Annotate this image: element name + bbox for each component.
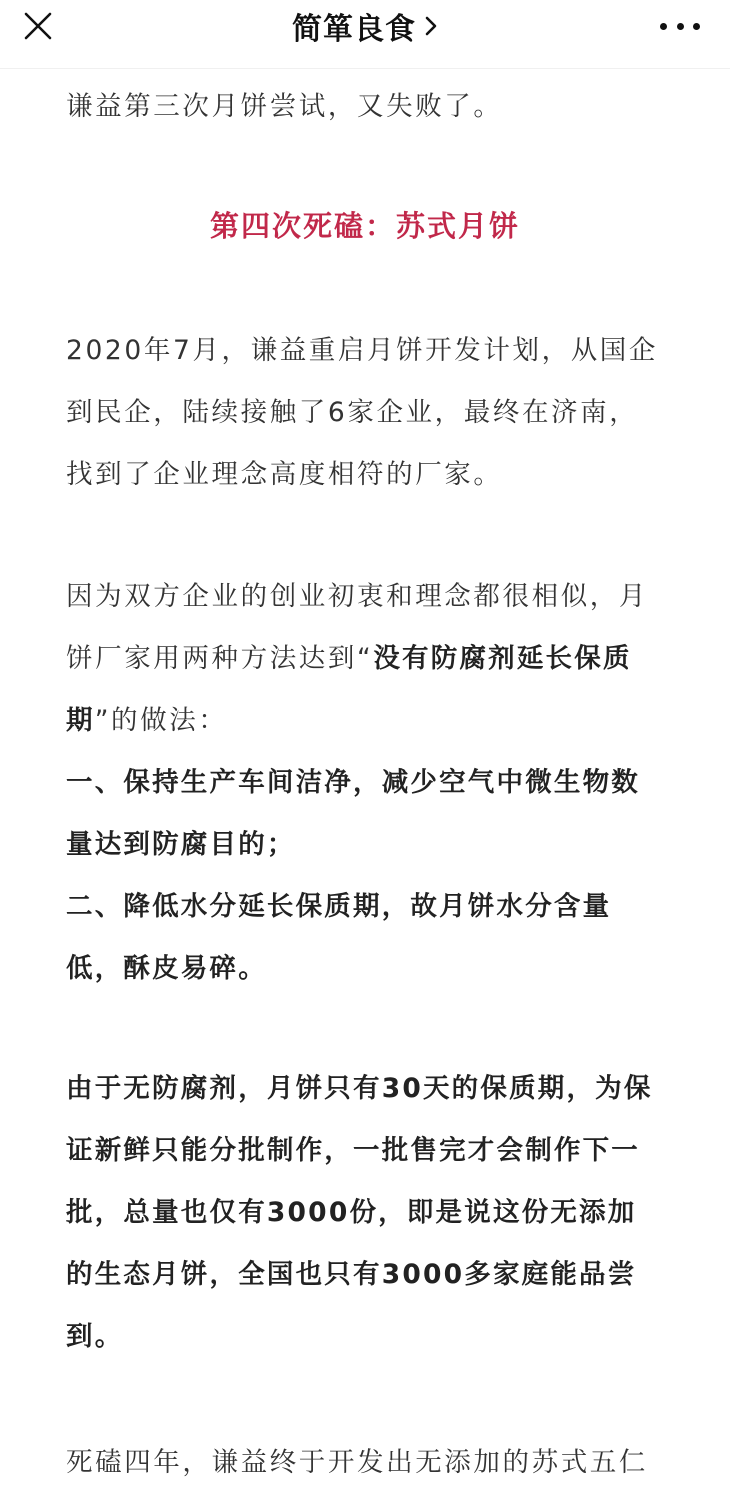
more-menu-button[interactable] bbox=[660, 10, 700, 42]
text-line: 批，总量也仅有3000份，即是说这份无添加 bbox=[66, 1197, 637, 1228]
close-icon bbox=[18, 8, 58, 48]
method-2-line: 二、降低水分延长保质期，故月饼水分含量 bbox=[66, 891, 612, 922]
text-line: 证新鲜只能分批制作，一批售完才会制作下一 bbox=[66, 1135, 640, 1166]
account-title-button[interactable] bbox=[292, 4, 438, 48]
more-dot bbox=[693, 23, 700, 30]
paragraph-2 bbox=[66, 566, 686, 1000]
text-line: 由于无防腐剂，月饼只有30天的保质期，为保 bbox=[66, 1073, 653, 1104]
bold-text: 没有防腐剂延长保质 bbox=[373, 643, 632, 674]
method-1-line: 量达到防腐目的； bbox=[66, 829, 296, 860]
text-line: 到。 bbox=[66, 1321, 124, 1352]
top-bar bbox=[0, 0, 730, 69]
paragraph-4 bbox=[66, 1432, 686, 1494]
text-line bbox=[66, 628, 686, 690]
account-name: 简箪良食 bbox=[292, 12, 416, 47]
text-line: 谦益第三次月饼尝试，又失败了。 bbox=[66, 91, 503, 122]
text-line: 死磕四年，谦益终于开发出无添加的苏式五仁 bbox=[66, 1447, 648, 1478]
plain-text: 饼厂家用两种方法达到“ bbox=[66, 643, 374, 674]
text-line: 的生态月饼，全国也只有3000多家庭能品尝 bbox=[66, 1259, 637, 1290]
method-1-line: 一、保持生产车间洁净，减少空气中微生物数 bbox=[66, 767, 640, 798]
paragraph-3 bbox=[66, 1058, 686, 1368]
section-heading: 第四次死磕：苏式月饼 bbox=[209, 209, 520, 243]
close-button[interactable] bbox=[18, 8, 58, 48]
more-dot bbox=[677, 23, 684, 30]
chevron-right-icon bbox=[424, 15, 438, 37]
intro-paragraph bbox=[66, 76, 686, 138]
text-line: 到民企，陆续接触了6家企业，最终在济南， bbox=[66, 397, 639, 428]
bold-text: 期 bbox=[66, 705, 95, 736]
paragraph-1 bbox=[66, 320, 686, 506]
method-2-line: 低，酥皮易碎。 bbox=[66, 953, 267, 984]
text-line bbox=[66, 690, 686, 752]
plain-text: ”的做法： bbox=[94, 705, 228, 736]
more-dot bbox=[660, 23, 667, 30]
text-line: 因为双方企业的创业初衷和理念都很相似，月 bbox=[66, 581, 648, 612]
text-line: 2020年7月，谦益重启月饼开发计划，从国企 bbox=[66, 335, 659, 366]
text-line: 找到了企业理念高度相符的厂家。 bbox=[66, 459, 503, 490]
